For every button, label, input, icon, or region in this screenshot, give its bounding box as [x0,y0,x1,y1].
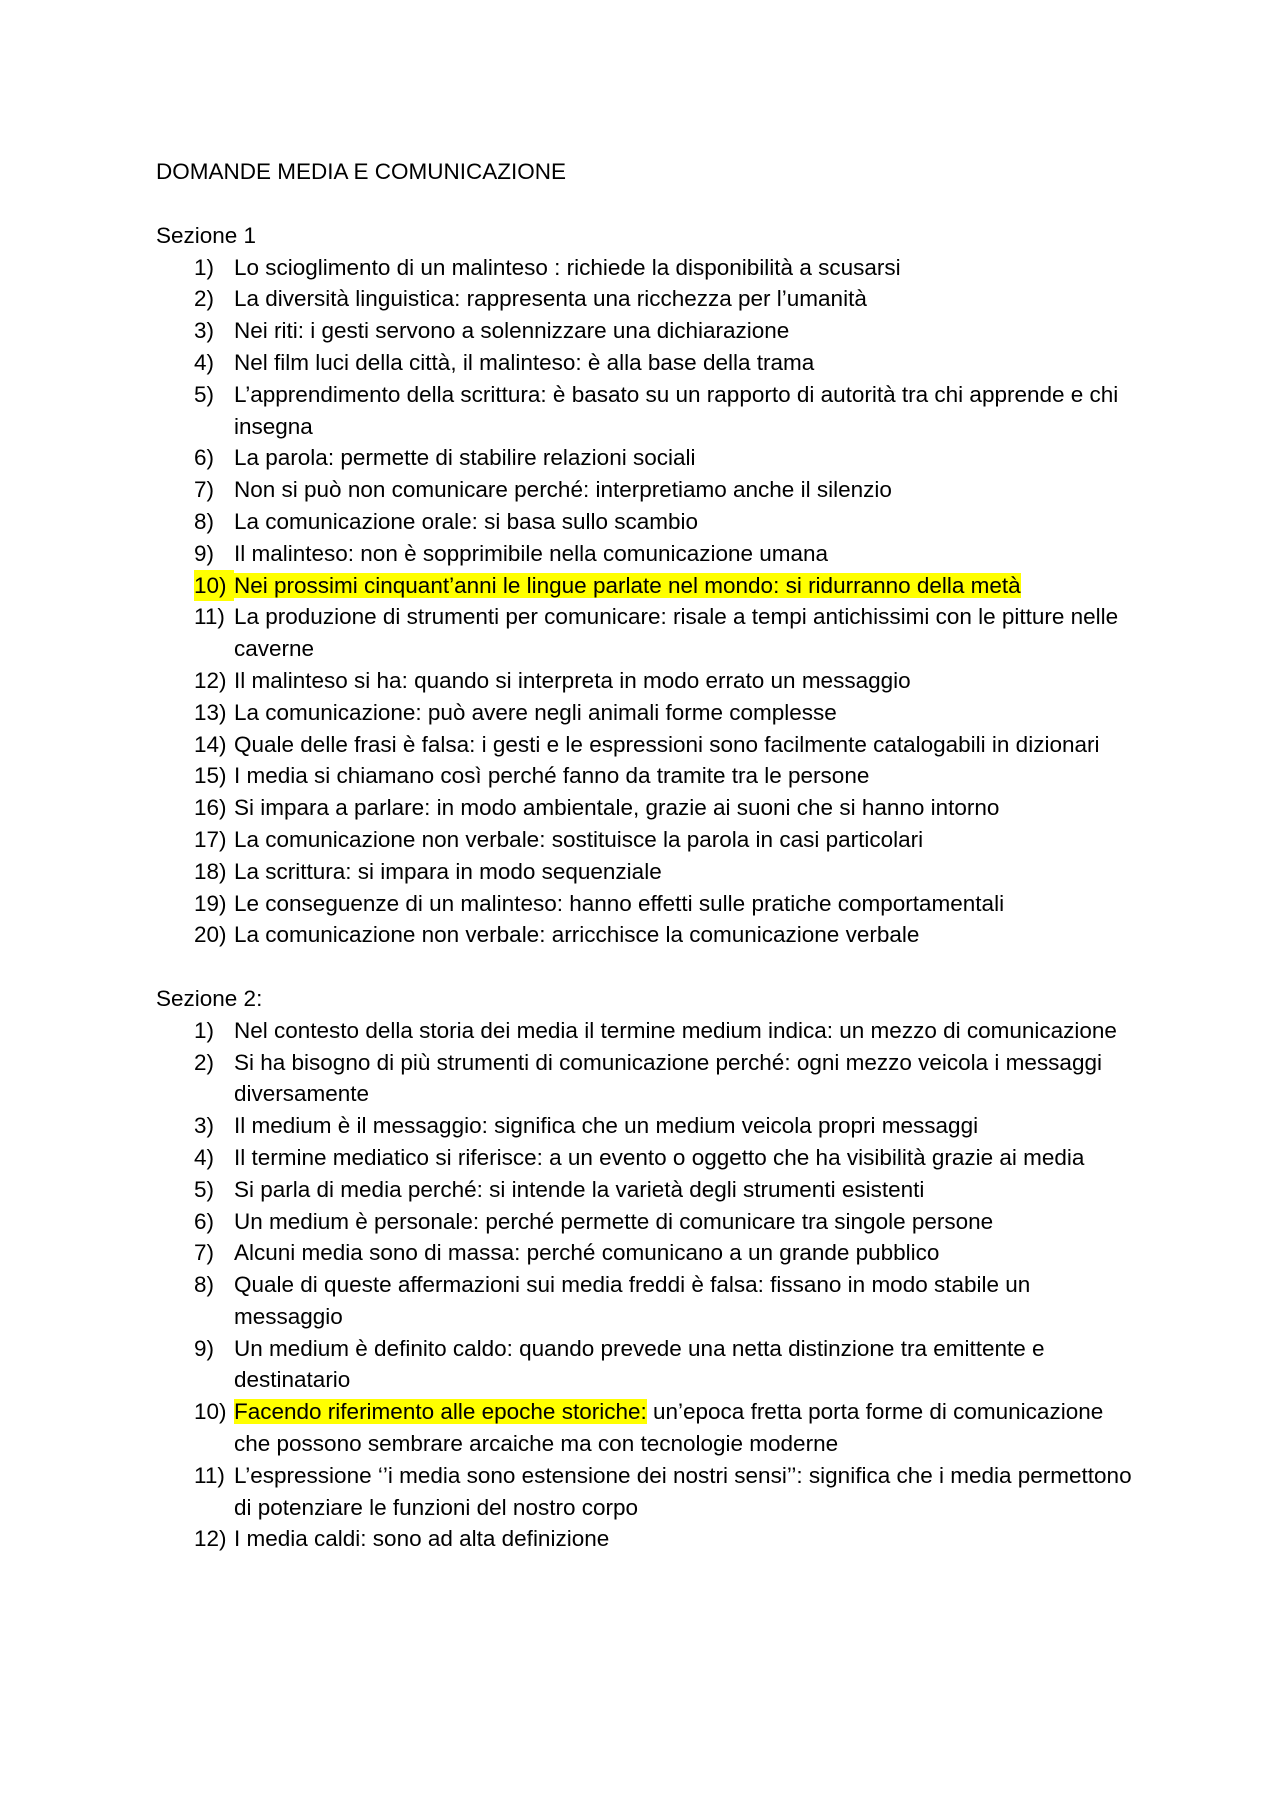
list-item [156,442,1136,474]
item-text: La produzione di strumenti per comunicare: risale a tempi antichissimi con le pitture nelle caverne [234,604,1119,662]
list-item [156,347,1136,379]
list-item [156,601,1136,665]
item-number: 3) [194,1113,215,1139]
item-number: 9) [194,1335,215,1361]
list-item [156,1110,1136,1142]
item-number: 7) [194,1240,215,1266]
item-text: Alcuni media sono di massa: perché comunicano a un grande pubblico [234,1240,940,1266]
list-item [156,474,1136,506]
item-text: Un medium è personale: perché permette di comunicare tra singole persone [234,1208,994,1234]
item-text: I media caldi: sono ad alta definizione [234,1526,610,1552]
item-number: 14) [194,731,227,757]
list-item [156,1523,1136,1555]
item-text: Il medium è il messaggio: significa che un medium veicola propri messaggi [234,1113,979,1139]
list-item [156,729,1136,761]
item-number: 9) [194,540,215,566]
list-item [156,1333,1136,1397]
list-item [156,1396,1136,1460]
list-item [156,1460,1136,1524]
list-item [156,379,1136,443]
item-number: 17) [194,826,227,852]
item-number: 1) [194,254,215,280]
item-text: Quale di queste affermazioni sui media freddi è falsa: fissano in modo stabile un messaggio [234,1272,1031,1329]
question-list [156,1015,1136,1556]
list-item [156,1237,1136,1269]
item-number: 7) [194,477,215,503]
document-title: DOMANDE MEDIA E COMUNICAZIONE [156,159,567,184]
question-list [156,252,1136,952]
item-text: L’espressione ‘’i media sono estensione dei nostri sensi’’: significa che i media permettono di potenziare le funzioni del nostro corpo [234,1462,1132,1520]
item-number: 4) [194,1144,215,1170]
item-text: Si ha bisogno di più strumenti di comunicazione perché: ogni mezzo veicola i messaggi diversamente [234,1049,1102,1107]
list-item [156,697,1136,729]
item-number: 11) [194,1462,225,1488]
section-heading: Sezione 1 [156,222,257,248]
item-text-highlighted: Nei prossimi cinquant’anni le lingue parlate nel mondo: si ridurranno della metà [234,572,1021,598]
document-page [156,156,1136,1555]
list-item [156,252,1136,284]
item-text: Si parla di media perché: si intende la varietà degli strumenti esistenti [234,1176,925,1202]
item-number: 10) [194,570,234,602]
item-text: La parola: permette di stabilire relazioni sociali [234,445,696,471]
item-number: 15) [194,763,227,789]
item-text-highlighted: Facendo riferimento alle epoche storiche: [234,1399,647,1425]
item-text: L’apprendimento della scrittura: è basato su un rapporto di autorità tra chi apprende e chi insegna [234,381,1119,439]
item-text: La diversità linguistica: rappresenta una ricchezza per l’umanità [234,286,867,312]
item-number: 1) [194,1017,215,1043]
item-text: I media si chiamano così perché fanno da tramite tra le persone [234,763,870,789]
list-item [156,760,1136,792]
item-text: Nei riti: i gesti servono a solennizzare una dichiarazione [234,318,790,344]
list-item [156,506,1136,538]
list-item [156,1206,1136,1238]
item-text: La scrittura: si impara in modo sequenziale [234,858,662,884]
item-text: Il termine mediatico si riferisce: a un evento o oggetto che ha visibilità grazie ai media [234,1144,1085,1170]
item-text: Nel film luci della città, il malinteso: è alla base della trama [234,349,815,375]
list-item [156,283,1136,315]
item-number: 5) [194,381,215,407]
list-item [156,1174,1136,1206]
item-number: 6) [194,1208,215,1234]
item-text: La comunicazione non verbale: sostituisce la parola in casi particolari [234,826,924,852]
item-number: 5) [194,1176,215,1202]
item-number: 16) [194,795,227,821]
item-number: 2) [194,1049,215,1075]
list-item [156,538,1136,570]
item-number: 20) [194,922,227,948]
item-text: La comunicazione non verbale: arricchisce la comunicazione verbale [234,922,920,948]
item-number: 12) [194,1526,227,1552]
section-2 [156,983,1136,1555]
item-number: 2) [194,286,215,312]
item-number: 4) [194,349,215,375]
section-heading: Sezione 2: [156,985,263,1011]
item-text: Non si può non comunicare perché: interpretiamo anche il silenzio [234,477,892,503]
item-number: 8) [194,508,215,534]
list-item [156,1269,1136,1333]
blank-line [156,951,1136,983]
list-item [156,665,1136,697]
item-text: La comunicazione: può avere negli animali forme complesse [234,699,837,725]
item-text: un’epoca fretta porta forme di comunicazione che possono sembrare arcaiche ma con tecnologie moderne [234,1399,1104,1457]
list-item-highlighted [156,570,1136,602]
item-number: 8) [194,1272,215,1298]
list-item [156,315,1136,347]
list-item [156,888,1136,920]
item-text: Un medium è definito caldo: quando prevede una netta distinzione tra emittente e destinatario [234,1335,1045,1393]
list-item [156,1047,1136,1111]
item-text: Il malinteso: non è sopprimibile nella comunicazione umana [234,540,829,566]
list-item [156,1015,1136,1047]
section-1 [156,220,1136,951]
item-number: 10) [194,1399,227,1425]
item-number: 3) [194,318,215,344]
item-number: 13) [194,699,227,725]
item-number: 19) [194,890,227,916]
item-number: 12) [194,667,227,693]
list-item [156,1142,1136,1174]
item-number: 11) [194,604,225,630]
item-text: Le conseguenze di un malinteso: hanno effetti sulle pratiche comportamentali [234,890,1005,916]
blank-line [156,188,1136,220]
list-item [156,824,1136,856]
item-text: Quale delle frasi è falsa: i gesti e le espressioni sono facilmente catalogabili in dizionari [234,731,1100,757]
item-number: 6) [194,445,215,471]
list-item [156,856,1136,888]
list-item [156,792,1136,824]
list-item [156,919,1136,951]
item-text: Lo scioglimento di un malinteso : richiede la disponibilità a scusarsi [234,254,901,280]
item-text: Il malinteso si ha: quando si interpreta in modo errato un messaggio [234,667,911,693]
item-text: La comunicazione orale: si basa sullo scambio [234,508,698,534]
item-text: Si impara a parlare: in modo ambientale, grazie ai suoni che si hanno intorno [234,795,1000,821]
item-text: Nel contesto della storia dei media il termine medium indica: un mezzo di comunicazione [234,1017,1117,1043]
item-number: 18) [194,858,227,884]
